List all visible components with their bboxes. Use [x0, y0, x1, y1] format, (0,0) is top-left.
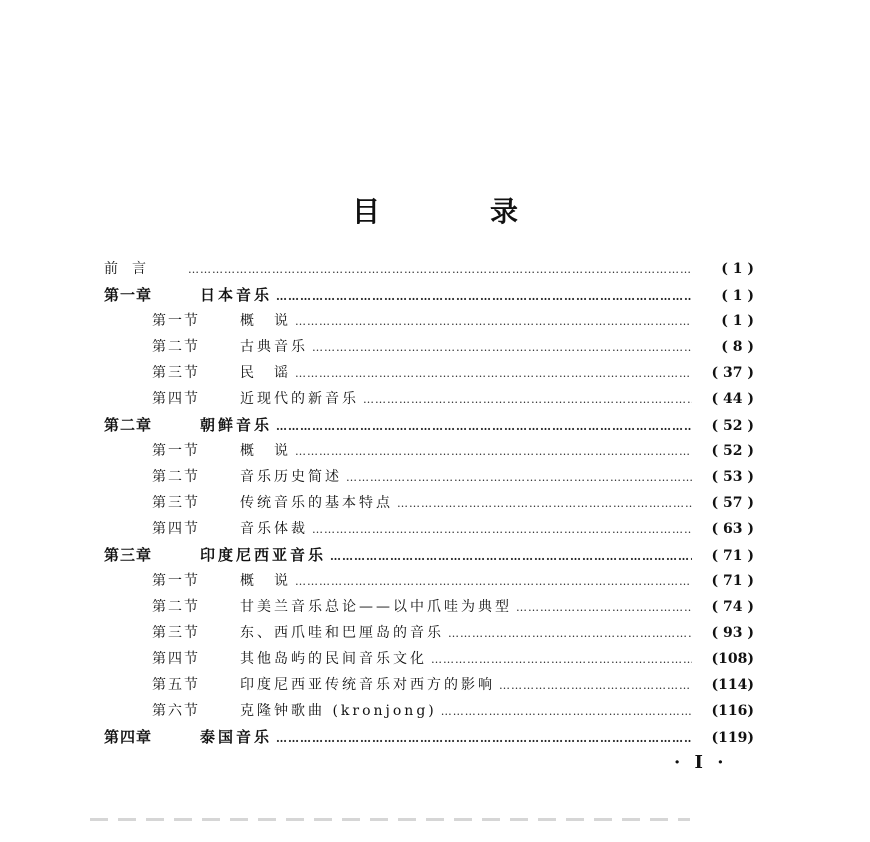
- toc-entry: [104, 282, 754, 308]
- toc-entry: [104, 672, 754, 698]
- toc-entry-number: 第六节: [152, 703, 200, 719]
- toc-entry-title: 东、西爪哇和巴厘岛的音乐: [240, 625, 444, 641]
- toc-entry-title: 甘美兰音乐总论——以中爪哇为典型: [240, 599, 512, 615]
- toc-entry-number: 第二章: [104, 416, 153, 434]
- toc-entry-title: 传统音乐的基本特点: [240, 495, 393, 511]
- toc-entry: [104, 646, 754, 672]
- toc-entry: [104, 620, 754, 646]
- dot-leader: [499, 673, 692, 699]
- toc-entry-page: ( 93 ): [711, 625, 754, 641]
- toc-entry: [104, 412, 754, 438]
- toc-entry: [104, 542, 754, 568]
- toc-entry-page: ( 71 ): [711, 573, 754, 589]
- toc-entry-title: 音乐历史简述: [240, 469, 342, 485]
- toc-entry-number: 第四节: [152, 391, 200, 407]
- toc-entry: [104, 308, 754, 334]
- toc-entry: [104, 568, 754, 594]
- toc-entry-page: ( 63 ): [711, 521, 754, 537]
- toc-entry-title: 近现代的新音乐: [240, 391, 359, 407]
- toc-entry: [104, 334, 754, 360]
- toc-entry-page: ( 1 ): [721, 261, 754, 277]
- toc-entry: [104, 438, 754, 464]
- scan-artifact: [90, 818, 690, 821]
- toc-entry-page: ( 53 ): [711, 469, 754, 485]
- toc-entry-page: ( 74 ): [711, 599, 754, 615]
- toc-entry: [104, 516, 754, 542]
- table-of-contents: [104, 256, 754, 750]
- toc-entry-number: 第三章: [104, 546, 153, 564]
- toc-entry-number: 第一章: [104, 286, 153, 304]
- toc-entry-title: 印度尼西亚传统音乐对西方的影响: [240, 677, 495, 693]
- dot-leader: [312, 335, 692, 361]
- dot-leader: [346, 465, 692, 491]
- toc-entry: [104, 724, 754, 750]
- toc-entry: [104, 464, 754, 490]
- toc-entry-number: 第四节: [152, 651, 200, 667]
- toc-entry-page: (108): [711, 651, 754, 667]
- dot-leader: [363, 387, 692, 413]
- dot-leader: [295, 439, 692, 465]
- dot-leader: [516, 595, 692, 621]
- dot-leader: [276, 284, 692, 310]
- dot-leader: [330, 544, 692, 570]
- dot-leader: [441, 699, 692, 725]
- toc-entry-page: ( 71 ): [711, 548, 754, 564]
- dot-leader: [431, 647, 692, 673]
- toc-entry-number: 第二节: [152, 599, 200, 615]
- toc-entry-title: 日本音乐: [200, 286, 273, 304]
- toc-entry-number: 第三节: [152, 365, 200, 381]
- toc-entry-number: 第三节: [152, 495, 200, 511]
- dot-leader: [188, 257, 692, 283]
- toc-entry-page: ( 8 ): [721, 339, 754, 355]
- toc-entry-page: (114): [711, 677, 754, 693]
- toc-entry-title: 概 说: [240, 313, 291, 329]
- toc-entry-page: (116): [711, 703, 754, 719]
- toc-entry-number: 第四章: [104, 728, 153, 746]
- title-char-left: 目: [351, 195, 380, 228]
- dot-leader: [295, 309, 692, 335]
- toc-entry: [104, 386, 754, 412]
- toc-entry-number: 第二节: [152, 469, 200, 485]
- title-char-right: 录: [490, 195, 519, 228]
- toc-entry-title: 古典音乐: [240, 339, 308, 355]
- toc-entry-page: ( 1 ): [721, 313, 754, 329]
- toc-entry-page: ( 57 ): [711, 495, 754, 511]
- toc-entry-number: 前言: [104, 261, 160, 277]
- toc-entry-number: 第一节: [152, 573, 200, 589]
- toc-entry-page: ( 44 ): [711, 391, 754, 407]
- toc-entry-page: ( 1 ): [721, 288, 754, 304]
- dot-leader: [295, 361, 692, 387]
- toc-entry-number: 第五节: [152, 677, 200, 693]
- toc-entry-page: ( 52 ): [711, 418, 754, 434]
- toc-entry-title: 朝鲜音乐: [200, 416, 273, 434]
- toc-entry-number: 第四节: [152, 521, 200, 537]
- dot-leader: [397, 491, 692, 517]
- toc-entry-title: 民 谣: [240, 365, 291, 381]
- toc-entry: [104, 698, 754, 724]
- toc-entry: [104, 256, 754, 282]
- toc-entry-page: ( 37 ): [711, 365, 754, 381]
- page-title: [0, 190, 870, 230]
- toc-entry-page: ( 52 ): [711, 443, 754, 459]
- toc-entry-page: (119): [711, 730, 754, 746]
- dot-leader: [276, 726, 692, 752]
- toc-entry: [104, 360, 754, 386]
- toc-entry: [104, 490, 754, 516]
- toc-entry-title: 其他岛屿的民间音乐文化: [240, 651, 427, 667]
- toc-entry-title: 概 说: [240, 573, 291, 589]
- toc-entry-title: 克隆钟歌曲 (kronjong): [240, 703, 437, 719]
- toc-entry-title: 音乐体裁: [240, 521, 308, 537]
- page-folio: · I ·: [674, 752, 728, 773]
- toc-entry-number: 第二节: [152, 339, 200, 355]
- toc-entry-title: 泰国音乐: [200, 728, 273, 746]
- toc-entry-title: 印度尼西亚音乐: [200, 546, 327, 564]
- toc-entry: [104, 594, 754, 620]
- dot-leader: [312, 517, 692, 543]
- dot-leader: [448, 621, 692, 647]
- toc-entry-number: 第三节: [152, 625, 200, 641]
- toc-entry-title: 概 说: [240, 443, 291, 459]
- dot-leader: [276, 414, 692, 440]
- dot-leader: [295, 569, 692, 595]
- toc-entry-number: 第一节: [152, 313, 200, 329]
- toc-entry-number: 第一节: [152, 443, 200, 459]
